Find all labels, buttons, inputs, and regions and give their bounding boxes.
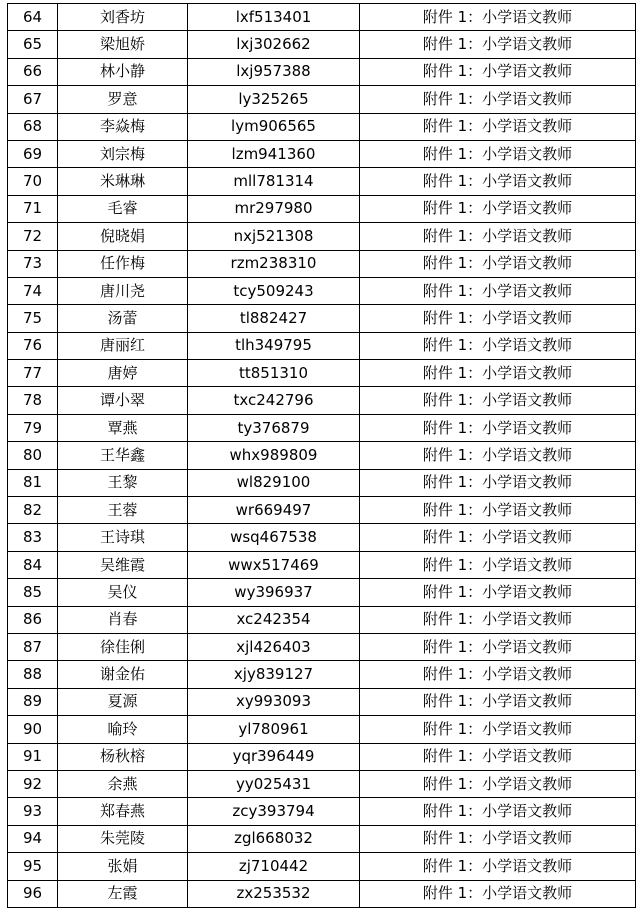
table-row [8,140,636,167]
person-code: lxf513401 [188,4,360,31]
row-number: 68 [8,113,58,140]
row-number: 76 [8,332,58,359]
person-code: zcy393794 [188,798,360,825]
row-number: 77 [8,360,58,387]
person-code: xy993093 [188,688,360,715]
attachment-category: 附件 1：小学语文教师 [360,661,636,688]
person-code: txc242796 [188,387,360,414]
person-code: zx253532 [188,880,360,907]
row-number: 78 [8,387,58,414]
table-row [8,880,636,907]
table-row [8,414,636,441]
person-name: 郑春燕 [58,798,188,825]
attachment-category: 附件 1：小学语文教师 [360,469,636,496]
attachment-category: 附件 1：小学语文教师 [360,113,636,140]
person-code: ty376879 [188,414,360,441]
table-row [8,195,636,222]
attachment-category: 附件 1：小学语文教师 [360,688,636,715]
table-row [8,277,636,304]
person-name: 覃燕 [58,414,188,441]
person-name: 吴维霞 [58,551,188,578]
row-number: 67 [8,86,58,113]
attachment-category: 附件 1：小学语文教师 [360,31,636,58]
roster-table [7,3,636,908]
table-row [8,853,636,880]
person-name: 谢金佑 [58,661,188,688]
person-code: xc242354 [188,606,360,633]
attachment-category: 附件 1：小学语文教师 [360,86,636,113]
person-name: 唐丽红 [58,332,188,359]
person-code: yqr396449 [188,743,360,770]
attachment-category: 附件 1：小学语文教师 [360,223,636,250]
attachment-category: 附件 1：小学语文教师 [360,606,636,633]
table-row [8,31,636,58]
row-number: 93 [8,798,58,825]
attachment-category: 附件 1：小学语文教师 [360,332,636,359]
table-row [8,579,636,606]
person-name: 汤蕾 [58,305,188,332]
person-code: zgl668032 [188,825,360,852]
row-number: 74 [8,277,58,304]
table-row [8,58,636,85]
person-name: 吴仪 [58,579,188,606]
row-number: 86 [8,606,58,633]
person-name: 罗意 [58,86,188,113]
row-number: 73 [8,250,58,277]
attachment-category: 附件 1：小学语文教师 [360,633,636,660]
table-row [8,387,636,414]
table-row [8,305,636,332]
attachment-category: 附件 1：小学语文教师 [360,414,636,441]
table-row [8,497,636,524]
table-row [8,716,636,743]
person-name: 张娟 [58,853,188,880]
person-name: 朱莞陵 [58,825,188,852]
person-code: wy396937 [188,579,360,606]
attachment-category: 附件 1：小学语文教师 [360,277,636,304]
table-row [8,524,636,551]
person-name: 刘宗梅 [58,140,188,167]
table-row [8,86,636,113]
person-code: wsq467538 [188,524,360,551]
row-number: 88 [8,661,58,688]
row-number: 91 [8,743,58,770]
table-row [8,661,636,688]
table-row [8,798,636,825]
row-number: 69 [8,140,58,167]
person-code: whx989809 [188,442,360,469]
person-code: yy025431 [188,770,360,797]
person-name: 李焱梅 [58,113,188,140]
roster-table-body [8,4,636,908]
person-code: tcy509243 [188,277,360,304]
row-number: 92 [8,770,58,797]
table-row [8,360,636,387]
person-code: rzm238310 [188,250,360,277]
person-name: 左霞 [58,880,188,907]
person-code: ly325265 [188,86,360,113]
person-code: lxj302662 [188,31,360,58]
table-row [8,551,636,578]
attachment-category: 附件 1：小学语文教师 [360,770,636,797]
table-row [8,743,636,770]
attachment-category: 附件 1：小学语文教师 [360,880,636,907]
person-code: wr669497 [188,497,360,524]
person-name: 唐川尧 [58,277,188,304]
attachment-category: 附件 1：小学语文教师 [360,360,636,387]
table-row [8,442,636,469]
row-number: 65 [8,31,58,58]
row-number: 83 [8,524,58,551]
person-name: 唐婷 [58,360,188,387]
table-row [8,633,636,660]
person-name: 谭小翠 [58,387,188,414]
person-code: xjl426403 [188,633,360,660]
person-code: yl780961 [188,716,360,743]
person-name: 王诗琪 [58,524,188,551]
table-row [8,4,636,31]
row-number: 85 [8,579,58,606]
person-name: 米琳琳 [58,168,188,195]
table-row [8,469,636,496]
attachment-category: 附件 1：小学语文教师 [360,168,636,195]
attachment-category: 附件 1：小学语文教师 [360,743,636,770]
attachment-category: 附件 1：小学语文教师 [360,579,636,606]
row-number: 96 [8,880,58,907]
person-code: nxj521308 [188,223,360,250]
attachment-category: 附件 1：小学语文教师 [360,798,636,825]
table-row [8,168,636,195]
table-row [8,770,636,797]
row-number: 81 [8,469,58,496]
attachment-category: 附件 1：小学语文教师 [360,140,636,167]
attachment-category: 附件 1：小学语文教师 [360,551,636,578]
person-name: 梁旭娇 [58,31,188,58]
attachment-category: 附件 1：小学语文教师 [360,497,636,524]
table-row [8,688,636,715]
person-code: lym906565 [188,113,360,140]
person-code: mll781314 [188,168,360,195]
person-code: wwx517469 [188,551,360,578]
row-number: 95 [8,853,58,880]
person-name: 余燕 [58,770,188,797]
attachment-category: 附件 1：小学语文教师 [360,524,636,551]
person-name: 王华鑫 [58,442,188,469]
row-number: 64 [8,4,58,31]
row-number: 87 [8,633,58,660]
person-name: 王蓉 [58,497,188,524]
person-code: xjy839127 [188,661,360,688]
table-row [8,113,636,140]
attachment-category: 附件 1：小学语文教师 [360,305,636,332]
row-number: 71 [8,195,58,222]
row-number: 90 [8,716,58,743]
table-row [8,825,636,852]
row-number: 72 [8,223,58,250]
table-row [8,332,636,359]
person-code: mr297980 [188,195,360,222]
person-name: 肖春 [58,606,188,633]
row-number: 79 [8,414,58,441]
attachment-category: 附件 1：小学语文教师 [360,4,636,31]
attachment-category: 附件 1：小学语文教师 [360,58,636,85]
attachment-category: 附件 1：小学语文教师 [360,442,636,469]
attachment-category: 附件 1：小学语文教师 [360,387,636,414]
row-number: 70 [8,168,58,195]
person-name: 王黎 [58,469,188,496]
person-name: 任作梅 [58,250,188,277]
person-name: 杨秋榕 [58,743,188,770]
person-code: lxj957388 [188,58,360,85]
row-number: 80 [8,442,58,469]
person-code: tl882427 [188,305,360,332]
person-name: 喻玲 [58,716,188,743]
person-code: tlh349795 [188,332,360,359]
row-number: 84 [8,551,58,578]
row-number: 82 [8,497,58,524]
person-name: 毛睿 [58,195,188,222]
person-name: 林小静 [58,58,188,85]
person-code: tt851310 [188,360,360,387]
person-code: wl829100 [188,469,360,496]
person-name: 徐佳俐 [58,633,188,660]
row-number: 66 [8,58,58,85]
attachment-category: 附件 1：小学语文教师 [360,195,636,222]
person-code: lzm941360 [188,140,360,167]
person-code: zj710442 [188,853,360,880]
row-number: 75 [8,305,58,332]
table-row [8,606,636,633]
table-row [8,223,636,250]
attachment-category: 附件 1：小学语文教师 [360,716,636,743]
row-number: 94 [8,825,58,852]
attachment-category: 附件 1：小学语文教师 [360,853,636,880]
attachment-category: 附件 1：小学语文教师 [360,825,636,852]
attachment-category: 附件 1：小学语文教师 [360,250,636,277]
table-row [8,250,636,277]
person-name: 刘香坊 [58,4,188,31]
row-number: 89 [8,688,58,715]
person-name: 倪晓娟 [58,223,188,250]
person-name: 夏源 [58,688,188,715]
